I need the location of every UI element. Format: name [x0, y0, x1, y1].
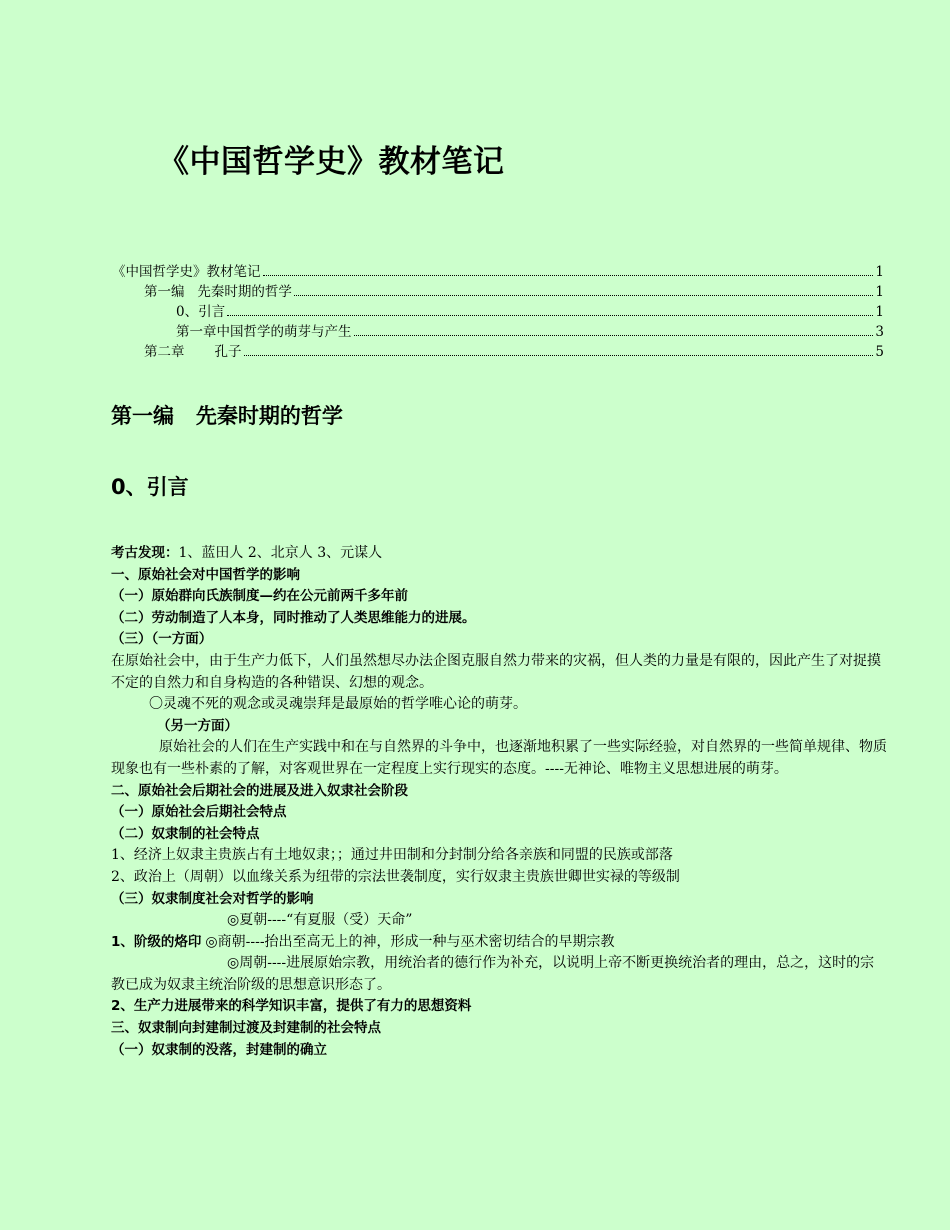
heading-line: 三、奴隶制向封建制过渡及封建制的社会特点 [111, 1020, 381, 1037]
toc-page-number: 1 [875, 284, 884, 300]
toc-entry[interactable] [112, 320, 884, 340]
toc-page-number: 1 [875, 264, 884, 280]
toc-entry[interactable] [112, 340, 884, 360]
document-title: 《中国哲学史》教材笔记 [158, 144, 505, 180]
body-paragraph: 在原始社会中，由于生产力低下，人们虽然想尽办法企图克服自然力带来的灾祸，但人类的力量是有限的，因此产生了对捉摸不定的自然力和自身构造的各种错误、幻想的观念。 [111, 652, 881, 691]
body-line: 1、经济上奴隶主贵族占有土地奴隶；；通过井田制和分封制分给各亲族和同盟的民族或部落 [111, 847, 673, 864]
toc-entry-text: 0、引言 [176, 304, 226, 320]
heading-line: （二）劳动制造了人本身，同时推动了人类思维能力的进展。 [111, 609, 476, 626]
heading-line: （三）奴隶制度社会对哲学的影响 [111, 890, 314, 907]
toc-page-number: 3 [875, 324, 884, 340]
inline-text: 1、蓝田人 2、北京人 3、元谋人 [178, 545, 383, 561]
toc-page-number: 1 [875, 304, 884, 320]
heading-line: （一）原始社会后期社会特点 [111, 804, 287, 821]
inline-label: 考古发现： [111, 545, 179, 561]
toc-entry[interactable] [112, 280, 884, 300]
body-line [111, 543, 887, 565]
table-of-contents [112, 260, 884, 360]
heading-line: （一）奴隶制的没落，封建制的确立 [111, 1041, 327, 1058]
inline-label: 1、阶级的烙印 [111, 933, 202, 950]
part-heading: 第一编 先秦时期的哲学 [111, 404, 343, 428]
document-body [111, 543, 887, 1061]
heading-line: （二）奴隶制的社会特点 [111, 825, 260, 842]
toc-dot-leader [294, 295, 873, 296]
toc-entry[interactable] [112, 260, 884, 280]
heading-line: 二、原始社会后期社会的进展及进入奴隶社会阶段 [111, 782, 408, 799]
toc-dot-leader [354, 335, 874, 336]
toc-entry-text: 《中国哲学史》教材笔记 [112, 264, 261, 280]
body-line: 2、政治上（周朝）以血缘关系为纽带的宗法世袭制度，实行奴隶主贵族世卿世实禄的等级制 [111, 868, 680, 885]
toc-entry[interactable] [112, 300, 884, 320]
toc-page-number: 5 [875, 344, 884, 360]
toc-dot-leader [244, 355, 873, 356]
body-line: 〇灵魂不死的观念或灵魂崇拜是最原始的哲学唯心论的萌芽。 [149, 696, 527, 713]
toc-entry-text: 第一章中国哲学的萌芽与产生 [176, 324, 352, 340]
toc-entry-text: 第二章 孔子 [144, 344, 242, 360]
toc-dot-leader [263, 275, 874, 276]
body-line: ◎夏朝----“有夏服（受）天命” [227, 912, 413, 929]
heading-line: （三）（一方面） [111, 631, 213, 648]
body-paragraph: 原始社会的人们在生产实践中和在与自然界的斗争中，也逐渐地积累了一些实际经验，对自然界的一些简单规律、物质现象也有一些朴素的了解，对客观世界在一定程度上实行现实的态度。----无神论、唯物主义思想进展的萌芽。 [111, 739, 887, 777]
toc-entry-text: 第一编 先秦时期的哲学 [144, 284, 292, 300]
inline-text: ◎商朝----抬出至高无上的神，形成一种与巫术密切结合的早期宗教 [205, 933, 615, 950]
body-line [111, 932, 887, 954]
toc-dot-leader [227, 315, 873, 316]
heading-line: 一、原始社会对中国哲学的影响 [111, 566, 300, 583]
section-heading: 0、引言 [111, 475, 189, 499]
heading-line: （一）原始群向氏族制度—约在公元前两千多年前 [111, 588, 408, 605]
heading-line: 2、生产力进展带来的科学知识丰富，提供了有力的思想资料 [111, 998, 472, 1015]
heading-line: （另一方面） [157, 717, 238, 734]
body-paragraph: ◎周朝----进展原始宗教，用统治者的德行作为补充，以说明上帝不断更换统治者的理由，总之，这时的宗教已成为奴隶主统治阶级的思想意识形态了。 [111, 955, 875, 993]
